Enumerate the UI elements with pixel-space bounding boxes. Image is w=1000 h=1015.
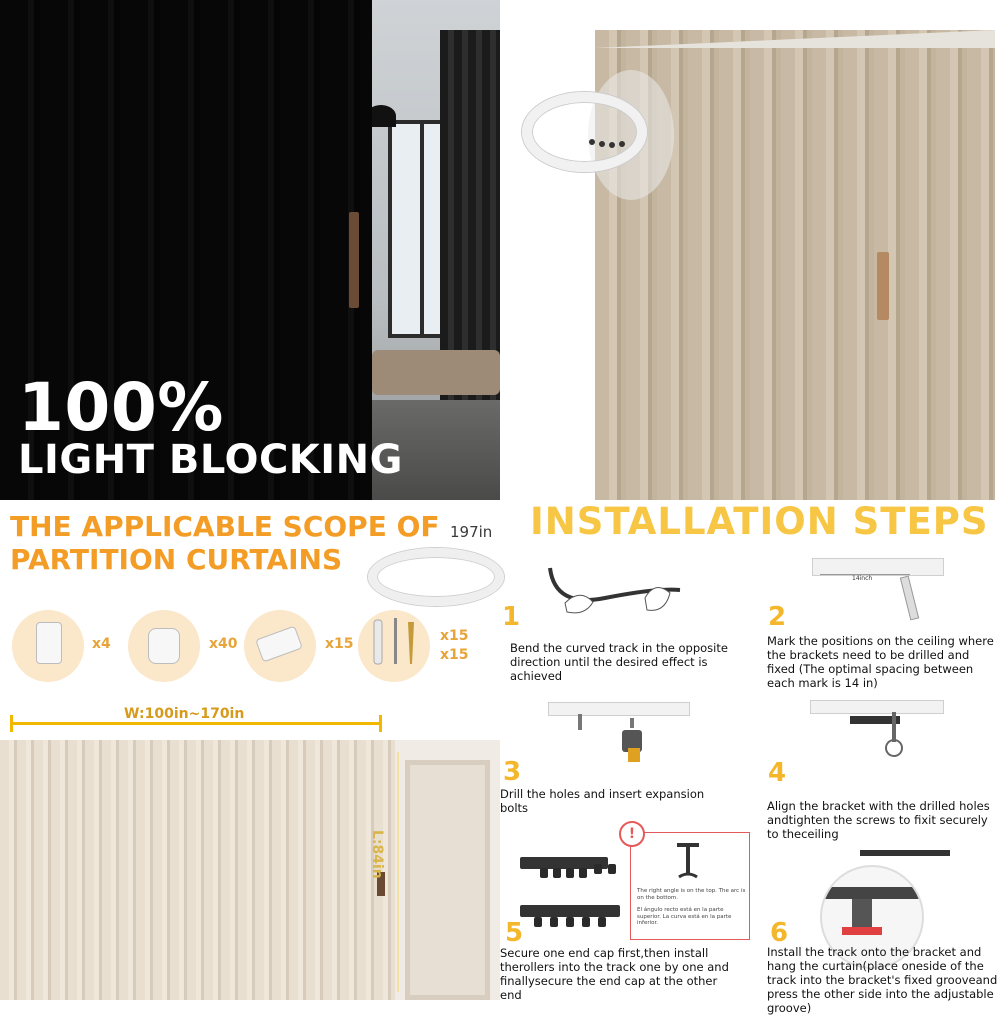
partition-curtain-image <box>0 740 395 1000</box>
track-profile-icon <box>673 841 703 883</box>
warning-icon: ! <box>619 821 645 847</box>
track-coil-icon <box>522 92 632 162</box>
step-number-5: 5 <box>505 918 524 948</box>
step-number-1: 1 <box>502 602 521 632</box>
step-text-2: Mark the positions on the ceiling where the brackets need to be drilled and fixed (The optimal spacing between each mark is 14 in) <box>767 634 994 690</box>
step-number-6: 6 <box>770 918 789 948</box>
roller-icon <box>148 628 180 664</box>
track-assembled <box>520 905 620 917</box>
part-qty-2: x40 <box>209 636 238 652</box>
installation-title: INSTALLATION STEPS <box>530 500 989 543</box>
bend-track-illustration <box>545 558 685 620</box>
width-dimension-line <box>10 722 382 725</box>
curtain-handle <box>349 212 359 308</box>
pencil-icon <box>900 576 919 621</box>
orientation-note-box <box>628 826 750 940</box>
note-spanish: El ángulo recto está en la parte superior. La curva está en la parte inferior. <box>637 907 732 926</box>
part-qty-4a: x15 <box>440 628 469 644</box>
step-number-2: 2 <box>768 602 787 632</box>
step-text-3: Drill the holes and insert expansion bolts <box>500 787 705 815</box>
height-dimension-line <box>397 752 399 992</box>
door-image <box>405 760 490 1000</box>
roller-icon <box>579 868 587 878</box>
step-text-4: Align the bracket with the drilled holes andtighten the screws to fixit securely to theceiling <box>767 799 990 841</box>
note-english: The right angle is on the top. The arc is on the bottom. <box>637 888 746 901</box>
part-qty-1: x4 <box>92 636 111 652</box>
roller-icon <box>582 917 590 927</box>
beige-curtain-panel <box>500 0 1000 500</box>
bracket-screw-illustration <box>850 712 920 764</box>
roller-icon <box>534 917 542 927</box>
scope-title-line1: THE APPLICABLE SCOPE OF <box>10 510 440 543</box>
step-text-5: Secure one end cap first,then install therollers into the track one by one and finallysecure the end cap at the other end <box>500 946 729 1002</box>
roller-icon <box>566 917 574 927</box>
scope-title-line2: PARTITION CURTAINS <box>10 543 343 576</box>
step-number-4: 4 <box>768 758 787 788</box>
side-drape <box>440 30 500 460</box>
drill-illustration <box>560 712 680 764</box>
curtain-handle <box>877 252 889 320</box>
hero-subtitle: LIGHT BLOCKING <box>18 437 403 483</box>
spacing-label: 14inch <box>852 575 873 582</box>
roller-icon <box>550 917 558 927</box>
hero-percent: 100% <box>18 369 224 446</box>
sofa-image <box>372 350 500 395</box>
roller-icon <box>594 864 602 874</box>
bracket-icon <box>36 622 62 664</box>
roller-icon <box>608 864 616 874</box>
step-text-6: Install the track onto the bracket and hang the curtain(place oneside of the track into the bracket's fixed grooveand press the other side into the adjustable groove) <box>767 945 998 1015</box>
roller-icon <box>553 868 561 878</box>
width-label: W:100in~170in <box>118 706 250 722</box>
track-length-label: 197in <box>450 523 493 541</box>
track-coil-icon <box>368 548 504 606</box>
step-number-3: 3 <box>503 757 522 787</box>
screw-anchor-icon <box>368 614 428 674</box>
roller-icon <box>540 868 548 878</box>
part-qty-3: x15 <box>325 636 354 652</box>
height-label: L:84in <box>369 830 385 879</box>
step-text-1: Bend the curved track in the opposite direction until the desired effect is achieved <box>510 641 728 683</box>
ceiling-bracket <box>860 850 950 856</box>
roller-icon <box>566 868 574 878</box>
part-qty-4b: x15 <box>440 647 469 663</box>
roller-icon <box>598 917 606 927</box>
